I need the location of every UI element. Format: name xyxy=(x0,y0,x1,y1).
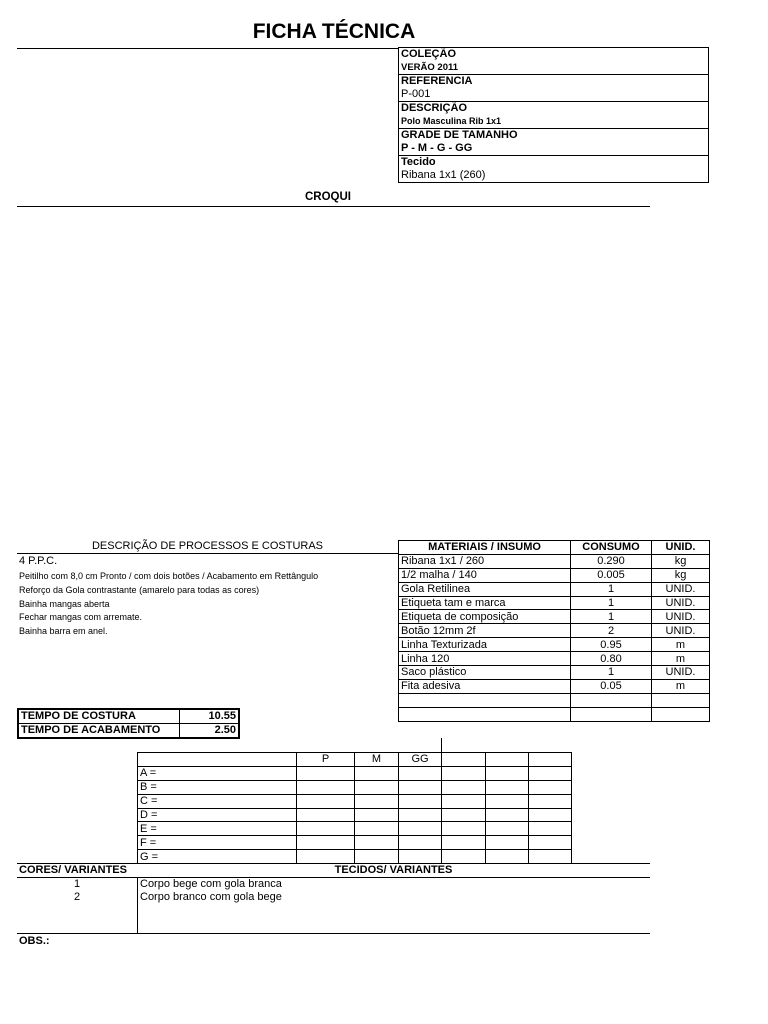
table-row: Etiqueta tam e marca 1 UNID. xyxy=(399,596,710,610)
variant-number: 2 xyxy=(73,891,81,903)
table-row: Saco plástico 1 UNID. xyxy=(399,666,710,680)
connector-line xyxy=(441,738,442,753)
table-row xyxy=(18,709,239,723)
table-row: 1/2 malha / 140 0.005 kg xyxy=(399,568,710,582)
info-description: DESCRIÇÃO Polo Masculina Rib 1x1 xyxy=(399,102,709,129)
processes-header: DESCRIÇÃO DE PROCESSOS E COSTURAS xyxy=(91,540,324,552)
sewing-time-value: 10.55 xyxy=(179,709,239,723)
process-item: Bainha mangas aberta xyxy=(19,599,110,609)
table-row: B = xyxy=(138,780,572,794)
unit-header: UNID. xyxy=(652,541,710,555)
size-header xyxy=(486,753,529,767)
table-row: Ribana 1x1 / 260 0.290 kg xyxy=(399,554,710,568)
info-reference: REFERENCIA P-001 xyxy=(399,75,709,102)
finishing-time-value: 2.50 xyxy=(179,723,239,737)
processes-rule xyxy=(17,553,398,554)
croqui-area xyxy=(17,207,650,537)
measures-table xyxy=(137,752,572,864)
size-header xyxy=(529,753,572,767)
info-size-grade: GRADE DE TAMANHO P - M - G - GG xyxy=(399,129,709,156)
table-row xyxy=(399,707,710,721)
info-table xyxy=(398,47,709,183)
table-row: Linha 120 0.80 m xyxy=(399,652,710,666)
process-item: 4 P.P.C. xyxy=(19,555,58,567)
size-header: M xyxy=(355,753,399,767)
fabrics-variants-header: TECIDOS/ VARIANTES xyxy=(334,864,453,876)
obs-label: OBS.: xyxy=(19,935,50,947)
size-header: GG xyxy=(399,753,442,767)
colors-variants-header: CORES/ VARIANTES xyxy=(19,864,127,876)
croqui-label: CROQUI xyxy=(305,191,351,203)
table-row: E = xyxy=(138,822,572,836)
consumption-header: CONSUMO xyxy=(571,541,652,555)
table-row: Etiqueta de composição 1 UNID. xyxy=(399,610,710,624)
table-row: F = xyxy=(138,836,572,850)
finishing-time-label: TEMPO DE ACABAMENTO xyxy=(18,723,179,737)
info-fabric: Tecido Ribana 1x1 (260) xyxy=(399,156,709,183)
table-row: Botão 12mm 2f 2 UNID. xyxy=(399,624,710,638)
table-row: D = xyxy=(138,808,572,822)
table-row: Gola Retilinea 1 UNID. xyxy=(399,582,710,596)
variants-divider xyxy=(137,877,138,933)
process-item: Fechar mangas com arremate. xyxy=(19,612,143,622)
size-header xyxy=(442,753,486,767)
table-row: G = xyxy=(138,850,572,864)
page-title: FICHA TÉCNICA xyxy=(252,20,416,43)
table-row: A = xyxy=(138,766,572,780)
table-row xyxy=(18,723,239,737)
materials-table xyxy=(398,540,710,722)
sewing-time-label: TEMPO DE COSTURA xyxy=(18,709,179,723)
process-item: Reforço da Gola contrastante (amarelo para todas as cores) xyxy=(19,585,260,595)
variant-description: Corpo bege com gola branca xyxy=(140,878,282,890)
table-row xyxy=(399,693,710,707)
variants-bottom-rule xyxy=(17,933,650,934)
size-header: P xyxy=(297,753,355,767)
table-row: Linha Texturizada 0.95 m xyxy=(399,638,710,652)
table-row: C = xyxy=(138,794,572,808)
process-item: Peitilho com 8,0 cm Pronto / com dois botões / Acabamento em Rettângulo xyxy=(19,571,319,581)
materials-header: MATERIAIS / INSUMO xyxy=(399,541,571,555)
variant-description: Corpo branco com gola bege xyxy=(140,891,282,903)
variant-number: 1 xyxy=(73,878,81,890)
info-collection: COLEÇÃO VERÃO 2011 xyxy=(399,48,709,75)
table-row: Fita adesiva 0.05 m xyxy=(399,679,710,693)
measures-corner xyxy=(138,753,297,767)
times-table xyxy=(17,708,240,739)
header-rule xyxy=(17,48,398,49)
process-item: Bainha barra em anel. xyxy=(19,626,108,636)
